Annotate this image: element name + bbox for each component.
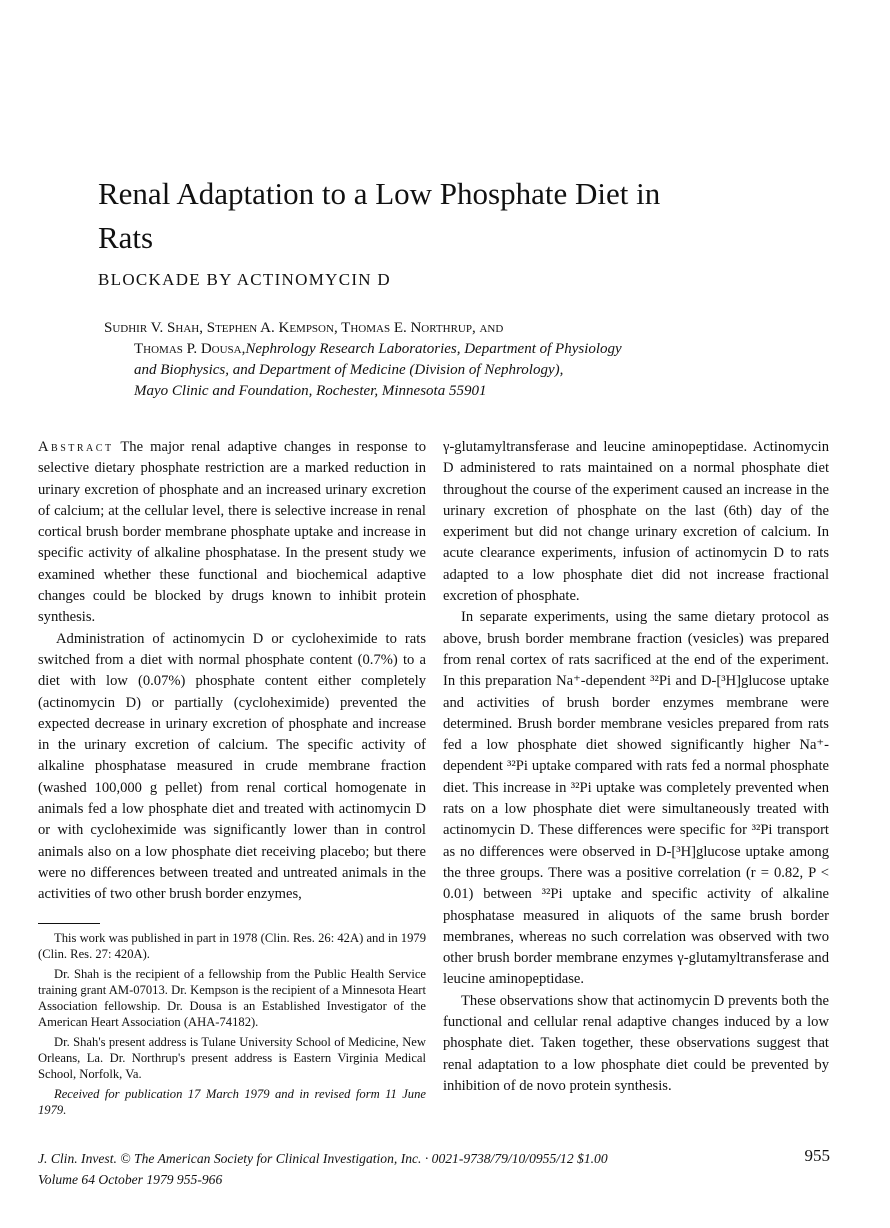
right-column <box>443 437 829 1097</box>
author-list: Sudhir V. Shah, Stephen A. Kempson, Thomas E. Northrup, and <box>104 320 504 336</box>
article-subtitle: BLOCKADE BY ACTINOMYCIN D <box>98 270 392 289</box>
abstract-text-1: The major renal adaptive changes in response to selective dietary phosphate restriction are a marked reduction in urinary excretion of phosphate and an increased urinary excretion of calcium; at the cellular level, there is selective increase in renal cortical brush border membrane phosphate uptake and increase in specific activity of alkaline phosphatase. In the present study we examined whether these functional and biochemical adaptive changes could be blocked by drugs known to inhibit protein synthesis. <box>38 439 426 626</box>
affiliation-2: and Biophysics, and Department of Medicine (Division of Nephrology), <box>134 362 564 378</box>
page-footer <box>38 1148 830 1190</box>
journal-citation: J. Clin. Invest. © The American Society for Clinical Investigation, Inc. · 0021-9738/79/10/0955/12 $1.00 <box>38 1151 608 1166</box>
author-last: Thomas P. Dousa, <box>134 341 246 357</box>
affiliation-3: Mayo Clinic and Foundation, Rochester, Minnesota 55901 <box>134 383 487 399</box>
footnote-1: This work was published in part in 1978 (Clin. Res. 26: 42A) and in 1979 (Clin. Res. 27: 420A). <box>38 931 426 962</box>
footnote-received: Received for publication 17 March 1979 and in revised form 11 June 1979. <box>38 1086 426 1117</box>
abstract-paragraph-2: Administration of actinomycin D or cycloheximide to rats switched from a diet with normal phosphate content (0.7%) to a diet with low (0.07%) phosphate content either completely (actinomycin D) or partially (cycloheximide) prevented the expected decrease in urinary excretion of phosphate and increase in the urinary excretion of calcium. The specific activity of alkaline phosphatase measured in crude membrane fraction (washed 100,000 g pellet) from renal cortical homogenate in animals fed a low phosphate diet and treated with actinomycin D or with cycloheximide was significantly lower than in control animals also on a low phosphate diet receiving placebo; but there were no differences between treated and untreated animals in the activities of two other brush border enzymes, <box>38 630 426 903</box>
footnote-rule <box>38 923 100 924</box>
footnote-3: Dr. Shah's present address is Tulane University School of Medicine, New Orleans, La. Dr. Northrup's present address is Eastern Virginia Medical School, Norfolk, Va. <box>38 1034 426 1082</box>
abstract-paragraph-1 <box>38 437 426 629</box>
affiliation-1: Nephrology Research Laboratories, Department of Physiology <box>245 341 622 357</box>
abstract-paragraph-3: γ-glutamyltransferase and leucine aminopeptidase. Actinomycin D administered to rats maintained on a normal phosphate diet throughout the course of the experiment caused an increase in the urinary excretion of phosphate on the last (6th) day of the experiment but did not change urinary excretion of calcium. In acute clearance experiments, infusion of actinomycin D to rats adapted to a low phosphate diet did not increase fractional excretion of phosphate. <box>443 439 829 605</box>
left-column <box>38 437 426 906</box>
abstract-paragraph-5: These observations show that actinomycin D prevents both the functional and cellular renal adaptive changes induced by a low phosphate diet. Taken together, these observations suggest that renal adaptation to a low phosphate diet could be prevented by inhibition of de novo protein synthesis. <box>443 992 829 1094</box>
author-block <box>104 318 744 402</box>
footnotes <box>38 923 426 1121</box>
footnote-2: Dr. Shah is the recipient of a fellowship from the Public Health Service training grant AM-07013. Dr. Kempson is the recipient of a Minnesota Heart Association fellowship. Dr. Dousa is an Established Investigator of the American Heart Association (AHA-74182). <box>38 966 426 1030</box>
abstract-label: Abstract <box>38 439 114 455</box>
abstract-paragraph-4: In separate experiments, using the same dietary protocol as above, brush border membrane fraction (vesicles) was prepared from renal cortex of rats sacrificed at the end of the experiment. In this preparation Na⁺-dependent ³²Pi and D-[³H]glucose uptake and activities of brush border enzymes membrane were determined. Brush border membrane vesicles prepared from rats fed a low phosphate diet showed significantly higher Na⁺-dependent ³²Pi uptake compared with rats fed a normal phosphate diet. This increase in ³²Pi uptake was completely prevented when rats on a low phosphate diet were simultaneously treated with actinomycin D. These differences were specific for ³²Pi transport as no differences were observed in D-[³H]glucose uptake among the three groups. There was a positive correlation (r = 0.82, P < 0.01) between ³²Pi uptake and specific activity of alkaline phosphatase measured in aliquots of the same brush border membranes, whereas no such correlation was observed with two other brush border membrane enzymes γ-glutamyltransferase and leucine aminopeptidase. <box>443 609 829 988</box>
page-number: 955 <box>804 1146 830 1165</box>
article-title: Renal Adaptation to a Low Phosphate Diet in Rats <box>98 176 661 255</box>
volume-info: Volume 64 October 1979 955-966 <box>38 1172 223 1187</box>
author-affiliation-line <box>104 339 744 360</box>
